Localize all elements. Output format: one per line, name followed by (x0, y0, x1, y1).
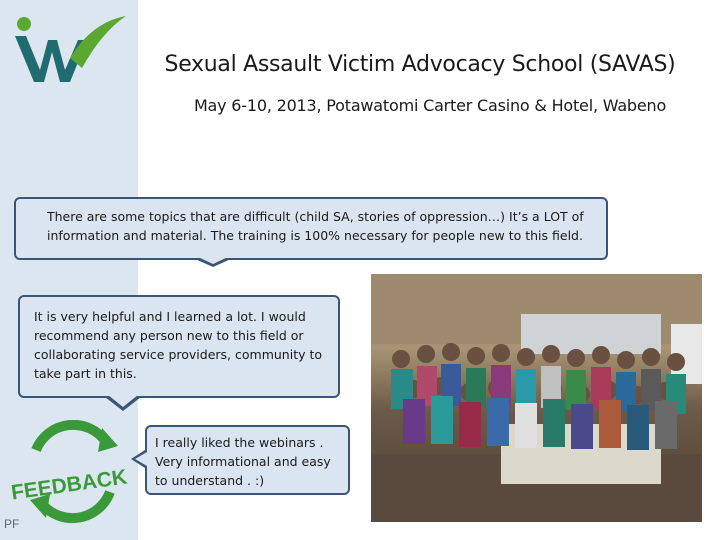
group-photo-illustration (371, 274, 702, 522)
quote-text: I really liked the webinars . Very informational and easy to understand . :) (155, 435, 331, 488)
speech-tail (198, 257, 228, 264)
quote-text: It is very helpful and I learned a lot. I would recommend any person new to this field or collaborating service providers, community to take part in this. (34, 309, 323, 381)
quote-bubble-3 (145, 425, 350, 495)
quote-text: There are some topics that are difficult (child SA, stories of oppression…) It’s a LOT of information and material. The training is 100% necessary for people new to this field. (47, 209, 584, 243)
event-subtitle: May 6-10, 2013, Potawatomi Carter Casino & Hotel, Wabeno (193, 96, 667, 115)
speech-tail (108, 395, 138, 407)
page-title: Sexual Assault Victim Advocacy School (SAVAS) (164, 52, 676, 77)
organization-logo-icon (12, 12, 128, 90)
feedback-graphic (6, 420, 136, 525)
feedback-label: FEEDBACK (9, 465, 129, 505)
speech-tail (135, 452, 147, 466)
group-photo (371, 274, 702, 522)
quote-bubble-2 (18, 295, 340, 398)
quote-bubble-1 (14, 197, 608, 260)
footer-initials: PF (4, 517, 20, 531)
recycle-arrows-icon (6, 420, 136, 525)
